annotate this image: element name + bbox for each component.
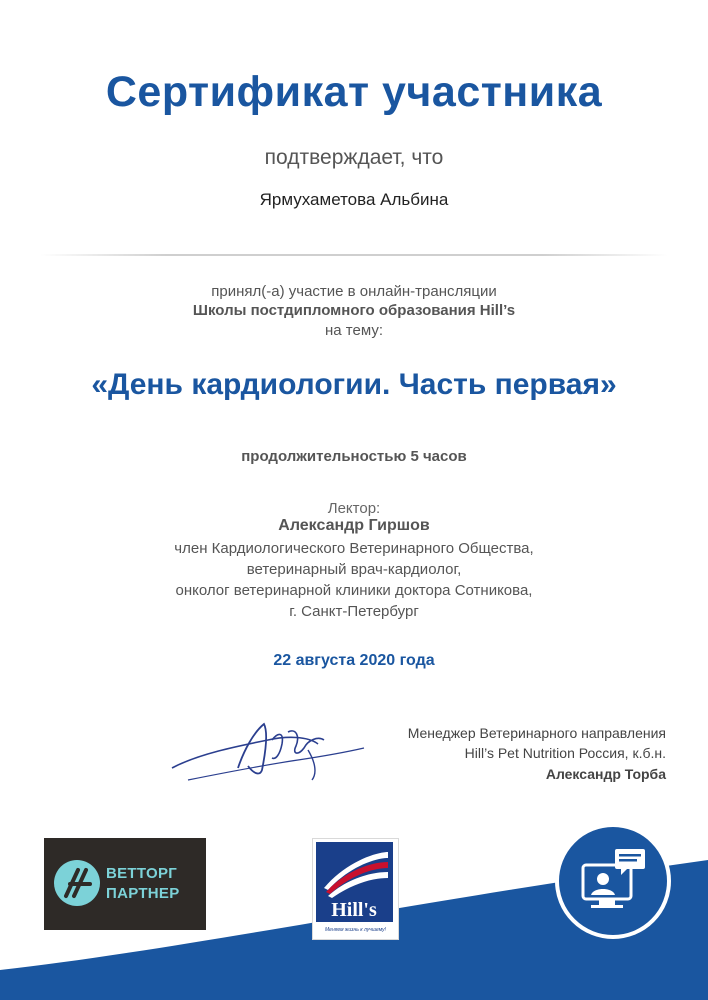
lector-description-line: г. Санкт-Петербург bbox=[289, 603, 419, 620]
manager-company: Hill’s Pet Nutrition Россия, к.б.н. bbox=[464, 745, 666, 761]
lector-description-line: ветеринарный врач-кардиолог, bbox=[246, 561, 462, 578]
participation-line-1: принял(-а) участие в онлайн-трансляции bbox=[211, 283, 497, 300]
hills-emblem-icon bbox=[316, 842, 393, 922]
webinar-icon bbox=[577, 847, 649, 915]
hills-logo bbox=[312, 838, 399, 940]
lector-name: Александр Гиршов bbox=[278, 517, 430, 534]
event-date: 22 августа 2020 года bbox=[273, 652, 435, 669]
lector-label: Лектор: bbox=[327, 500, 381, 517]
participation-line-2: Школы постдипломного образования Hill’s bbox=[192, 302, 516, 319]
lector-description-line: онколог ветеринарной клиники доктора Сотникова, bbox=[175, 582, 533, 599]
event-duration: продолжительностью 5 часов bbox=[241, 448, 467, 465]
hills-brand-text: Hill's bbox=[331, 899, 377, 921]
participant-name: Ярмухаметова Альбина bbox=[259, 190, 449, 209]
divider-line bbox=[40, 254, 668, 256]
vettorg-logo-text-line-1: ВЕТТОРГ bbox=[106, 865, 178, 882]
vettorg-partner-logo bbox=[44, 838, 206, 930]
manager-title: Менеджер Ветеринарного направления bbox=[407, 725, 666, 741]
webinar-logo bbox=[555, 823, 671, 939]
manager-name: Александр Торба bbox=[545, 766, 666, 782]
certificate-title: Сертификат участника bbox=[105, 68, 603, 116]
vettorg-mark-icon bbox=[52, 858, 102, 908]
hills-tagline: Меняем жизнь к лучшему! bbox=[325, 927, 386, 933]
certificate-subtitle: подтверждает, что bbox=[264, 146, 444, 169]
participation-line-3: на тему: bbox=[325, 322, 383, 339]
event-topic: «День кардиологии. Часть первая» bbox=[91, 368, 617, 401]
signature-image bbox=[168, 710, 368, 790]
lector-description-line: член Кардиологического Ветеринарного Общества, bbox=[174, 540, 534, 557]
vettorg-logo-text-line-2: ПАРТНЕР bbox=[106, 885, 180, 902]
